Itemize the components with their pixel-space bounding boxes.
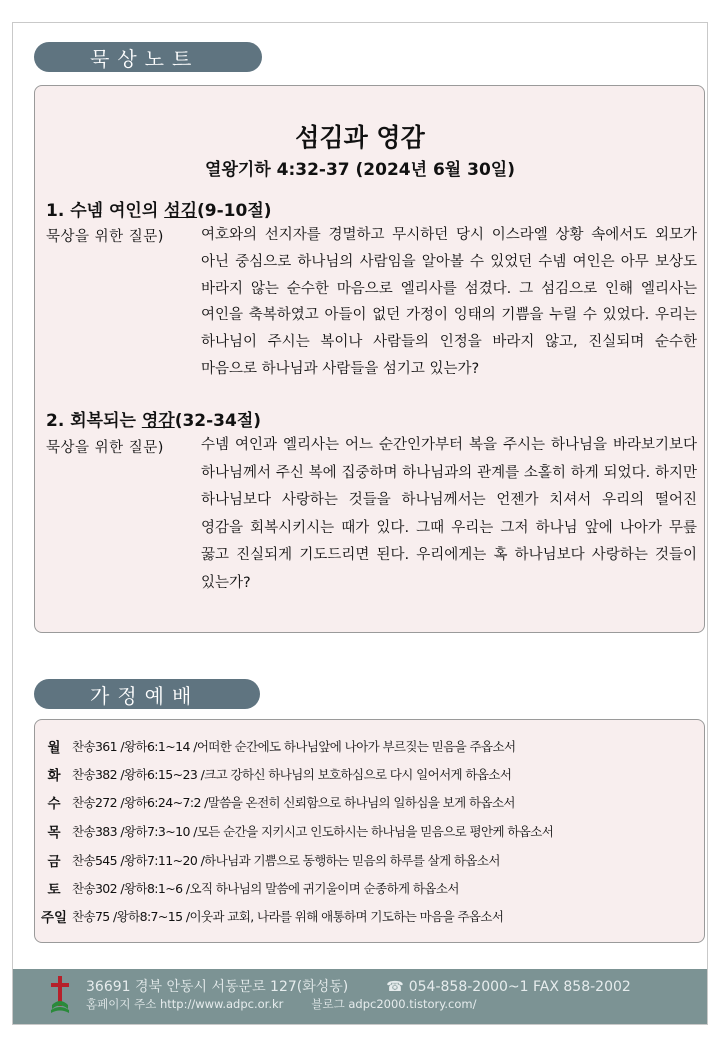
church-address: 36691 경북 안동시 서동문로 127(화성동) [86,979,349,995]
worship-row-fri [36,849,696,871]
worship-text: 찬송545 /왕하7:11~20 /하나님과 기쁨으로 동행하는 믿음의 하루를 살게 하옵소서 [72,853,500,868]
point-heading-1 [46,196,272,221]
worship-row-mon [36,735,696,757]
worship-text: 찬송302 /왕하8:1~6 /오직 하나님의 말씀에 귀기울이며 순종하게 하옵소서 [72,881,459,896]
footer-contact-line [86,976,631,996]
point-title-verses: (32-34절) [174,411,262,431]
day-label: 금 [47,854,61,870]
question-label-2: 묵상을 위한 질문) [46,440,164,456]
worship-text: 찬송361 /왕하6:1~14 /어떠한 순간에도 하나님앞에 나아가 부르짖는 믿음을 주옵소서 [72,739,516,754]
point-title-keyword: 영감 [141,411,175,431]
day-label: 수 [47,796,61,812]
question-label-1: 묵상을 위한 질문) [46,229,164,245]
worship-row-sun [36,905,696,927]
phone-fax: 054-858-2000~1 FAX 858-2002 [408,979,631,995]
worship-row-sat [36,877,696,899]
point-title-keyword: 섬김 [164,201,198,221]
homepage-link[interactable]: 홈페이지 주소 http://www.adpc.or.kr [86,997,284,1011]
question-text-2: 수넴 여인과 엘리사는 어느 순간인가부터 복을 주시는 하나님을 바라보기보다 하나님께서 주신 복에 집중하며 하나님과의 관계를 소홀히 하게 되었다. 하지만 하나님보다 사랑하는 것들을 하나님께서는 언젠가 치셔서 우리의 떨어진 영감을 회복시키시는 때가 있다. 그때 우리는 그저 하나님 앞에 나아가 무릎 꿇고 진실되게 기도드리면 된다. 우리에게는 혹 하나님보다 사랑하는 것들이 있는가? [201,437,697,591]
point-heading-2 [46,406,261,431]
family-worship-section-label: 가정예배 [34,679,260,709]
scripture-reference: 열왕기하 4:32-37 (2024년 6월 30일) [205,160,515,180]
meditation-section-label: 묵상노트 [34,42,262,72]
point-title-prefix: 수넴 여인의 [70,201,165,221]
day-label: 토 [47,882,61,898]
page-title: 섬김과 영감 [295,123,425,152]
worship-row-tue [36,763,696,785]
worship-row-thu [36,820,696,842]
day-label: 월 [47,740,61,756]
day-label: 화 [47,768,61,784]
blog-link[interactable]: 블로그 adpc2000.tistory.com/ [311,997,477,1011]
phone-icon: ☎ [386,979,404,995]
worship-text: 찬송75 /왕하8:7~15 /이웃과 교회, 나라를 위해 애통하며 기도하는 마음을 주옵소서 [72,909,504,924]
worship-text: 찬송383 /왕하7:3~10 /모든 순간을 지키시고 인도하시는 하나님을 믿음으로 평안케 하옵소서 [72,824,554,839]
footer-web-line [86,996,477,1012]
day-label: 목 [47,825,61,841]
worship-text: 찬송382 /왕하6:15~23 /크고 강하신 하나님의 보호하심으로 다시 일어서게 하옵소서 [72,767,512,782]
worship-text: 찬송272 /왕하6:24~7:2 /말씀을 온전히 신뢰함으로 하나님의 일하심을 보게 하옵소서 [72,795,515,810]
point-number: 2. [46,411,65,431]
church-cross-logo-icon [48,975,72,1015]
day-label: 주일 [40,910,68,926]
point-title-prefix: 회복되는 [70,411,142,431]
worship-row-wed [36,791,696,813]
point-title-verses: (9-10절) [197,201,272,221]
question-text-1: 여호와의 선지자를 경멸하고 무시하던 당시 이스라엘 상황 속에서도 외모가 아닌 중심으로 하나님의 사람임을 알아볼 수 있었던 수넴 여인은 아무 보상도 바라지 않는 순수한 마음으로 엘리사를 섬겼다. 그 섬김으로 인해 엘리사는 여인을 축복하였고 아들이 없던 가정이 잉태의 기쁨을 누릴 수 있었다. 우리는 하나님이 주시는 복이나 사람들의 인정을 바라지 않고, 진실되며 순수한 마음으로 하나님과 사람들을 섬기고 있는가? [201,227,697,377]
point-number: 1. [46,201,65,221]
